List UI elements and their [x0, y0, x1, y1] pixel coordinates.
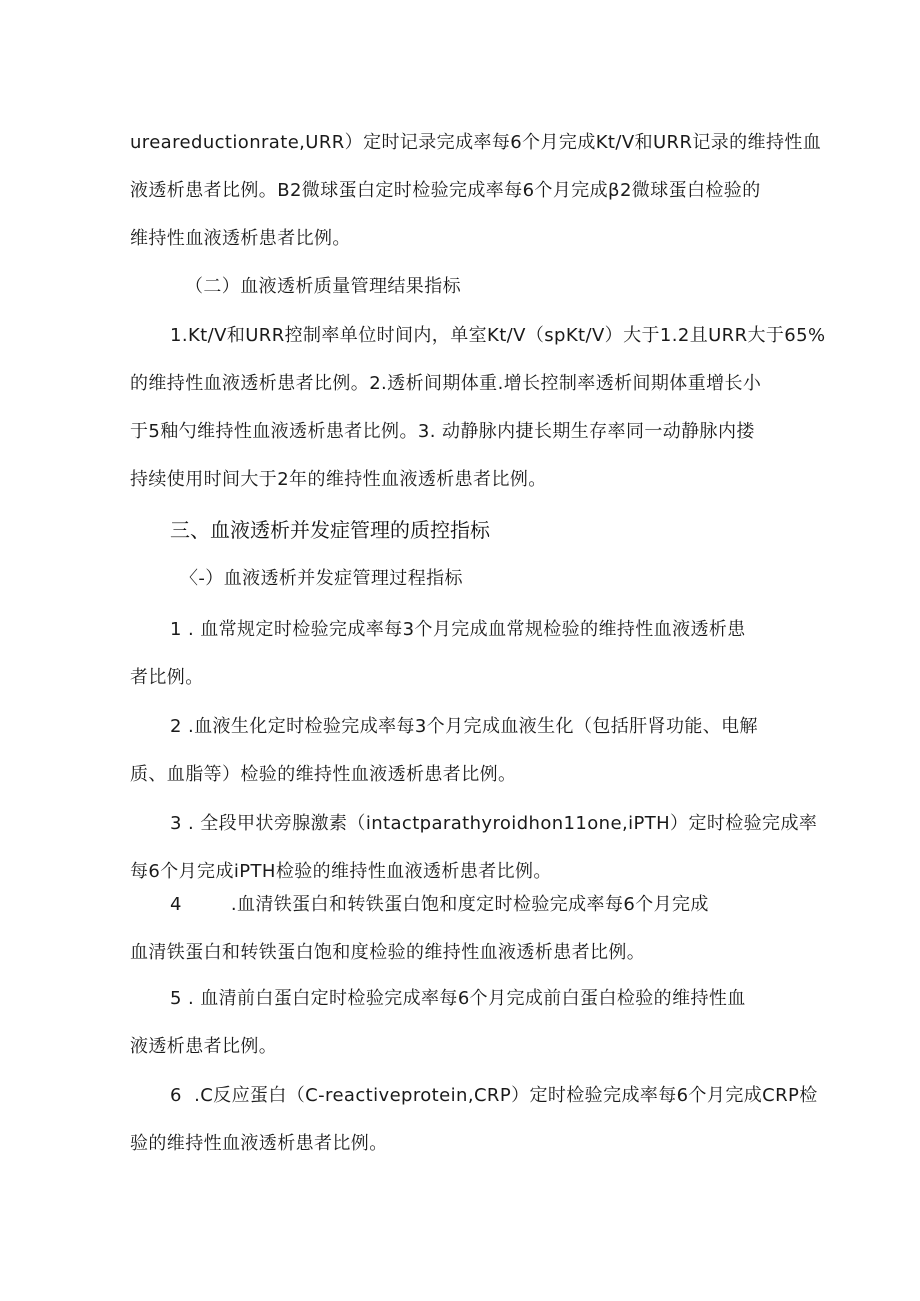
text-line: ureareductionrate,URR）定时记录完成率每6个月完成Kt/V和URR记录的维持性血 — [130, 132, 822, 153]
paragraph-result-indicators — [130, 312, 826, 504]
text-line: 于5釉勺维持性血液透析患者比例。3. 动静脉内捷长期生存率同一动静脉内搂 — [130, 421, 755, 442]
text-line: 每6个月完成iPTH检验的维持性血液透析患者比例。 — [130, 861, 552, 882]
paragraph-item-5 — [130, 975, 810, 1071]
text-line: 3 . 全段甲状旁腺激素（intactparathyroidhon11one,iPTH）定时检验完成率 — [170, 813, 818, 834]
text-line: 验的维持性血液透析患者比例。 — [130, 1133, 388, 1154]
paragraph-process-indicators-continued — [130, 119, 822, 263]
subheading-complication-process — [130, 555, 810, 603]
text-line: 5 . 血清前白蛋白定时检验完成率每6个月完成前白蛋白检验的维持性血 — [170, 988, 746, 1009]
section-heading: 三、血液透析并发症管理的质控指标 — [170, 518, 490, 542]
text-line: 质、血脂等）检验的维持性血液透析患者比例。 — [130, 764, 517, 785]
text-line: 维持性血液透析患者比例。 — [130, 228, 351, 249]
text-line: 持续使用时间大于2年的维持性血液透析患者比例。 — [130, 469, 547, 490]
text-line: 1.Kt/V和URR控制率单位时间内，单室Kt/V（spKt/V）大于1.2且URR大于65% — [170, 325, 826, 346]
paragraph-item-4 — [130, 881, 810, 977]
subheading-result-indicators — [130, 263, 810, 311]
paragraph-item-2 — [130, 703, 810, 799]
text-line: 的维持性血液透析患者比例。2.透析间期体重.增长控制率透析间期体重增长小 — [130, 373, 762, 394]
paragraph-item-6 — [130, 1072, 818, 1168]
text-line: 〈-）血液透析并发症管理过程指标 — [180, 568, 463, 589]
text-line: 液透析患者比例。 — [130, 1036, 278, 1057]
text-line: 1 . 血常规定时检验完成率每3个月完成血常规检验的维持性血液透析患 — [170, 619, 746, 640]
text-line: 4 .血清铁蛋白和转铁蛋白饱和度定时检验完成率每6个月完成 — [170, 894, 709, 915]
text-line: 者比例。 — [130, 667, 204, 688]
paragraph-item-1 — [130, 606, 810, 702]
text-line: 6 .C反应蛋白（C-reactiveprotein,CRP）定时检验完成率每6个月完成CRP检 — [170, 1085, 818, 1106]
text-line: 2 .血液生化定时检验完成率每3个月完成血液生化（包括肝肾功能、电解 — [170, 716, 758, 737]
text-line: （二）血液透析质量管理结果指标 — [185, 276, 461, 297]
text-line: 液透析患者比例。B2微球蛋白定时检验完成率每6个月完成β2微球蛋白检验的 — [130, 180, 761, 201]
text-line: 血清铁蛋白和转铁蛋白饱和度检验的维持性血液透析患者比例。 — [130, 942, 646, 963]
